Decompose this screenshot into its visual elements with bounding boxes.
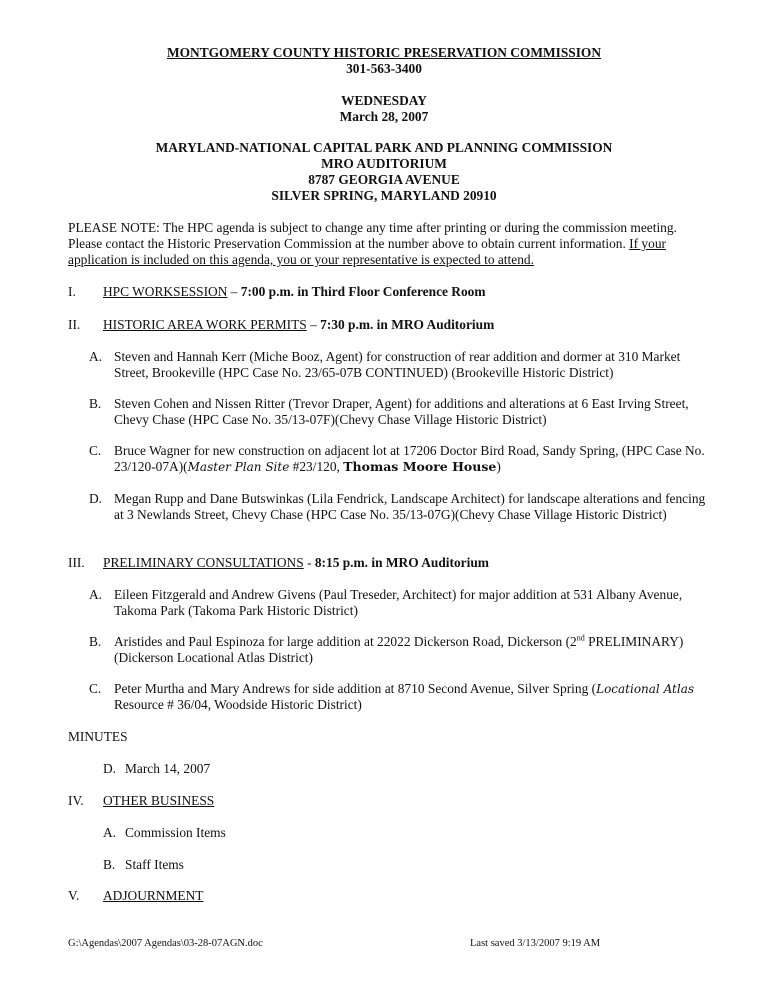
section-title: ADJOURNMENT <box>103 888 204 903</box>
item-text: ) <box>496 459 501 474</box>
please-note <box>68 220 708 268</box>
section-number: II. <box>68 317 81 332</box>
item-text: Aristides and Paul Espinoza for large addition at 22022 Dickerson Road, Dickerson (2 <box>114 634 577 649</box>
item-text: PRELIMINARY) (Dickerson Locational Atlas District) <box>114 634 684 665</box>
item-italic: Locational Atlas <box>596 682 695 696</box>
note-text: PLEASE NOTE: The HPC agenda is subject to change any time after printing or during the commission meeting. Please contact the Historic Preservation Commission at the number above to obtain current information. <box>68 220 677 251</box>
section-number: I. <box>68 284 76 299</box>
agenda-item-fitzgerald: Eileen Fitzgerald and Andrew Givens (Paul Treseder, Architect) for major addition at 531 Albany Avenue, Takoma Park (Takoma Park Historic District) <box>114 587 683 618</box>
separator: – <box>306 317 321 332</box>
item-letter: B. <box>89 634 102 649</box>
venue-room: MRO AUDITORIUM <box>321 156 447 171</box>
org-title: MONTGOMERY COUNTY HISTORIC PRESERVATION COMMISSION <box>166 45 602 60</box>
venue-street: 8787 GEORGIA AVENUE <box>308 172 460 187</box>
section-detail: 8:15 p.m. in MRO Auditorium <box>314 555 489 570</box>
agenda-item-espinoza <box>114 634 714 666</box>
section-detail: 7:30 p.m. in MRO Auditorium <box>320 317 495 332</box>
item-letter: A. <box>89 587 103 602</box>
section-title: PRELIMINARY CONSULTATIONS <box>103 555 304 570</box>
section-title: OTHER BUSINESS <box>103 793 215 808</box>
item-bold: Thomas Moore House <box>343 459 497 474</box>
minutes-date: March 14, 2007 <box>125 761 211 776</box>
section-hawp <box>103 317 494 333</box>
item-letter: D. <box>89 491 103 506</box>
item-letter: A. <box>89 349 103 364</box>
venue-city: SILVER SPRING, MARYLAND 20910 <box>271 188 497 203</box>
item-letter: B. <box>103 857 116 872</box>
note-emphasis: If your application is included on this agenda, you or your representative is expected to attend. <box>68 236 666 267</box>
item-letter: C. <box>89 443 102 458</box>
venue-org: MARYLAND-NATIONAL CAPITAL PARK AND PLANNING COMMISSION <box>155 140 613 155</box>
item-letter: D. <box>103 761 117 776</box>
minutes-heading: MINUTES <box>68 729 128 744</box>
item-letter: C. <box>89 681 102 696</box>
agenda-item-kerr: Steven and Hannah Kerr (Miche Booz, Agent) for construction of rear addition and dormer at 310 Market Street, Brookeville (HPC Case No. 23/65-07B CONTINUED) (Brookeville Historic District) <box>114 349 681 380</box>
agenda-item-rupp: Megan Rupp and Dane Butswinkas (Lila Fendrick, Landscape Architect) for landscape alterations and fencing at 3 Newlands Street, Chevy Chase (HPC Case No. 35/13-07G)(Chevy Chase Village Historic District) <box>114 491 706 522</box>
agenda-item-wagner <box>114 443 714 475</box>
section-worksession <box>103 284 486 300</box>
commission-items: Commission Items <box>125 825 226 840</box>
item-letter: B. <box>89 396 102 411</box>
superscript: nd <box>576 633 585 643</box>
section-other-business <box>103 793 214 809</box>
section-title: HPC WORKSESSION <box>103 284 228 299</box>
item-letter: A. <box>103 825 117 840</box>
staff-items: Staff Items <box>125 857 184 872</box>
section-number: IV. <box>68 793 84 808</box>
separator: – <box>227 284 241 299</box>
agenda-item-cohen: Steven Cohen and Nissen Ritter (Trevor Draper, Agent) for additions and alterations at 6 East Irving Street, Chevy Chase (HPC Case No. 35/13-07F)(Chevy Chase Village Historic District) <box>114 396 689 427</box>
item-text: Peter Murtha and Mary Andrews for side addition at 8710 Second Avenue, Silver Spring ( <box>114 681 597 696</box>
section-detail: 7:00 p.m. in Third Floor Conference Room <box>240 284 486 299</box>
item-text: Bruce Wagner for new construction on adjacent lot at 17206 Doctor Bird Road, Sandy Spring, (HPC Case No. 23/120-07A)( <box>114 443 705 474</box>
separator: - <box>303 555 315 570</box>
section-number: V. <box>68 888 80 903</box>
item-italic: Master Plan Site <box>187 460 290 474</box>
meeting-day: WEDNESDAY <box>341 93 427 108</box>
section-title: HISTORIC AREA WORK PERMITS <box>103 317 307 332</box>
agenda-item-murtha <box>114 681 714 713</box>
phone-number: 301-563-3400 <box>346 61 422 76</box>
meeting-date: March 28, 2007 <box>339 109 429 124</box>
footer-file-path: G:\Agendas\2007 Agendas\03-28-07AGN.doc <box>68 938 263 949</box>
item-text: #23/120, <box>289 459 344 474</box>
footer-last-saved: Last saved 3/13/2007 9:19 AM <box>470 938 601 949</box>
item-text: Resource # 36/04, Woodside Historic District) <box>114 697 362 712</box>
section-preliminary <box>103 555 489 571</box>
section-number: III. <box>68 555 85 570</box>
section-adjournment <box>103 888 203 904</box>
